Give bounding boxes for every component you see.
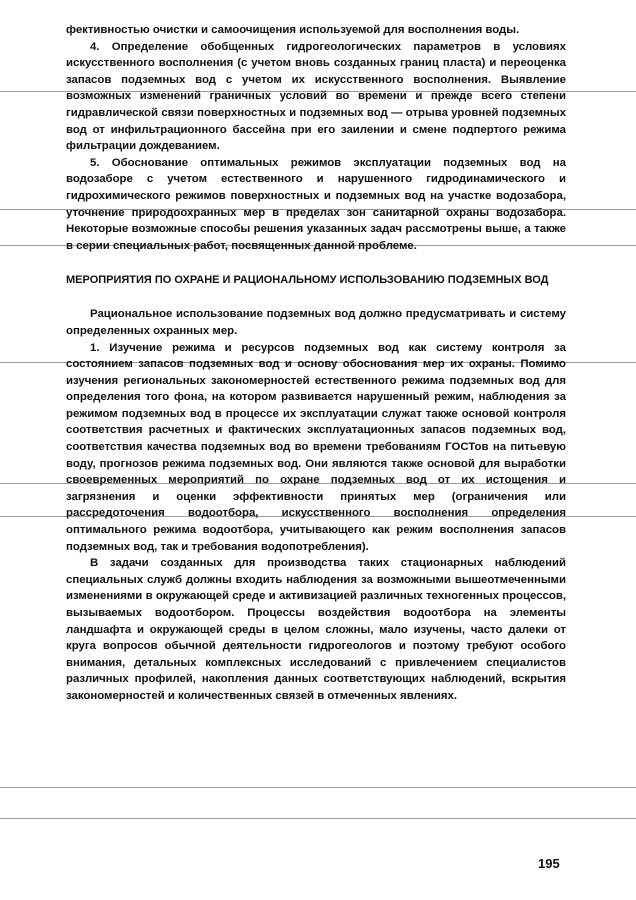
section-heading: МЕРОПРИЯТИЯ ПО ОХРАНЕ И РАЦИОНАЛЬНОМУ ИСПОЛЬЗОВАНИЮ ПОДЗЕМНЫХ ВОД [66, 274, 549, 287]
paragraph: 5. Обоснование оптимальных режимов эксплуатации подземных вод на водозаборе с учетом естественного и нарушенного гидродинамического и гидрохимического режимов поверхностных и подземных вод на участке водозабора, уточнение природоохранных мер в пределах зон санитарной охраны водозабора. Некоторые возможные способы решения указанных задач рассмотрены выше, а также в серии специальных работ, посвященных данной проблеме. [66, 156, 566, 252]
paragraph: 1. Изучение режима и ресурсов подземных вод как систему контроля за состоянием запасов подземных вод и основу обоснования мер их охраны. Помимо изучения региональных закономерностей естественного режима подземных вод для определения того фона, на котором развивается нарушенный режим, наблюдения за режимом подземных вод в процессе их эксплуатации служат также основой контроля соответствия расчетных и фактических эксплуатационных запасов подземных вод, соответствия качества подземных вод во времени требованиям ГОСТов на питьевую воду, прогнозов режима подземных вод. Они являются также основой для выработки своевременных мероприятий по охране подземных вод от их истощения и загрязнения и оценки эффективности принятых мер (ограничения или рассредоточения водоотбора, искусственного восполнения определения оптимального режима водоотбора, учитывающего как режим восполнения запасов подземных вод, так и требования водопотребления). [66, 341, 566, 553]
paragraph: В задачи созданных для производства таких стационарных наблюдений специальных служб должны входить наблюдения за возможными вышеотмеченными изменениями в окружающей среде и активизацией различных техногенных процессов, вызываемых водоотбором. Процессы воздействия водоотбора на элементы ландшафта и окружающей среды в целом сложны, мало изучены, часто далеки от круга вопросов обычной деятельности гидрогеологов и поэтому требуют особого внимания, детальных комплексных исследований с привлечением специалистов различных профилей, накопления данных соответствующих наблюдений, вскрытия закономерностей и количественных связей в отмеченных явлениях. [66, 557, 566, 702]
paragraph: 4. Определение обобщенных гидрогеологических параметров в условиях искусственного восполнения (с учетом вновь созданных границ пласта) и переоценка запасов подземных вод с учетом их искусственного восполнения. Выявление возможных изменений граничных условий во времени и прежде всего степени гидравлической связи поверхностных и подземных вод — отрыва уровней подземных вод от инфильтрационного бассейна при его заилении и смене подпертого режима фильтрации дождеванием. [66, 40, 566, 153]
paragraph: фективностью очистки и самоочищения используемой для восполнения воды. [66, 24, 520, 36]
paragraph: Рациональное использование подземных вод должно предусматривать и систему определенных охранных мер. [66, 308, 566, 337]
scan-rule [0, 787, 636, 788]
page-number: 195 [538, 856, 560, 871]
body-text [66, 22, 566, 705]
scan-rule [0, 818, 636, 819]
